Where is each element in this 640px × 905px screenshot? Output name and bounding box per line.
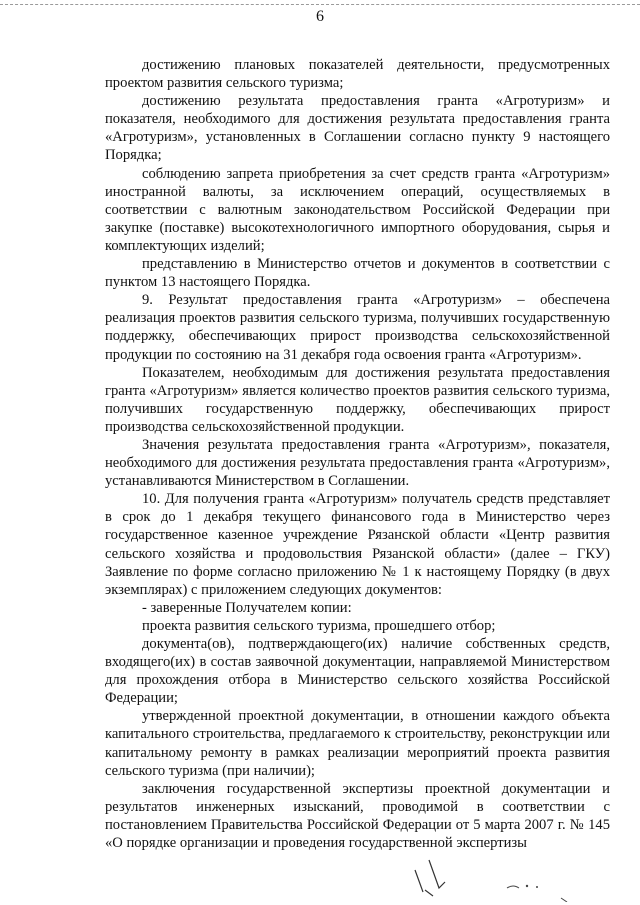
paragraph: документа(ов), подтверждающего(их) наличие собственных средств, входящего(их) в состав заявочной документации, направляемой Министерством для прохождения отбора в Министерство сельского хозяйства Российской Федерации; (105, 636, 610, 707)
document-body (105, 56, 610, 852)
paragraph: - заверенные Получателем копии: (142, 599, 352, 616)
page-number: 6 (316, 8, 324, 25)
paragraph: утвержденной проектной документации, в отношении каждого объекта капитального строительства, предлагаемого к строительству, реконструкции или капитальному ремонту в рамках реализации мероприятий проекта развития сельского туризма (при наличии); (105, 708, 610, 779)
paragraph: заключения государственной экспертизы проектной документации и результатов инженерных изысканий, проводимой в соответствии с постановлением Правительства Российской Федерации от 5 марта 2007 г. № 145 «О порядке организации и проведения государственной экспертизы (105, 780, 610, 852)
paragraph: Показателем, необходимым для достижения результата предоставления гранта «Агротуризм» является количество проектов развития сельского туризма, получивших государственную поддержку, обеспечивающих прирост производства сельскохозяйственной продукции. (105, 364, 610, 435)
paragraph: достижению плановых показателей деятельности, предусмотренных проектом развития сельского туризма; (105, 57, 610, 92)
paragraph: проекта развития сельского туризма, прошедшего отбор; (142, 617, 496, 634)
paragraph-clause-10: 10. Для получения гранта «Агротуризм» получатель средств представляет в срок до 1 декабря текущего финансового года в Министерство через государственное казенное учреждение Рязанской области «Центр развития сельского хозяйства и продовольствия Рязанской области» (далее – ГКУ) Заявление по форме согласно приложению № 1 к настоящему Порядку (в двух экземплярах) с приложением следующих документов: (105, 491, 610, 598)
paragraph: представлению в Министерство отчетов и документов в соответствии с пунктом 13 настоящего Порядка. (105, 256, 610, 291)
paragraph: Значения результата предоставления гранта «Агротуризм», показателя, необходимого для достижения результата предоставления гранта «Агротуризм», устанавливаются Министерством в Соглашении. (105, 436, 610, 490)
paragraph: достижению результата предоставления гранта «Агротуризм» и показателя, необходимого для достижения результата предоставления гранта «Агротуризм», установленных в Соглашении согласно пункту 9 настоящего Порядка; (105, 93, 610, 164)
scan-edge-rule (0, 4, 640, 5)
paragraph-clause-9: 9. Результат предоставления гранта «Агротуризм» – обеспечена реализация проектов развития сельского туризма, получивших государственную поддержку, обеспечивающих прирост производства сельскохозяйственной продукции по состоянию на 31 декабря года освоения гранта «Агротуризм». (105, 292, 610, 363)
handwritten-initials-mark (395, 852, 605, 902)
paragraph: соблюдению запрета приобретения за счет средств гранта «Агротуризм» иностранной валюты, за исключением операций, осуществляемых в соответствии с валютным законодательством Российской Федерации при закупке (поставке) высокотехнологичного импортного оборудования, сырья и комплектующих изделий; (105, 165, 610, 254)
